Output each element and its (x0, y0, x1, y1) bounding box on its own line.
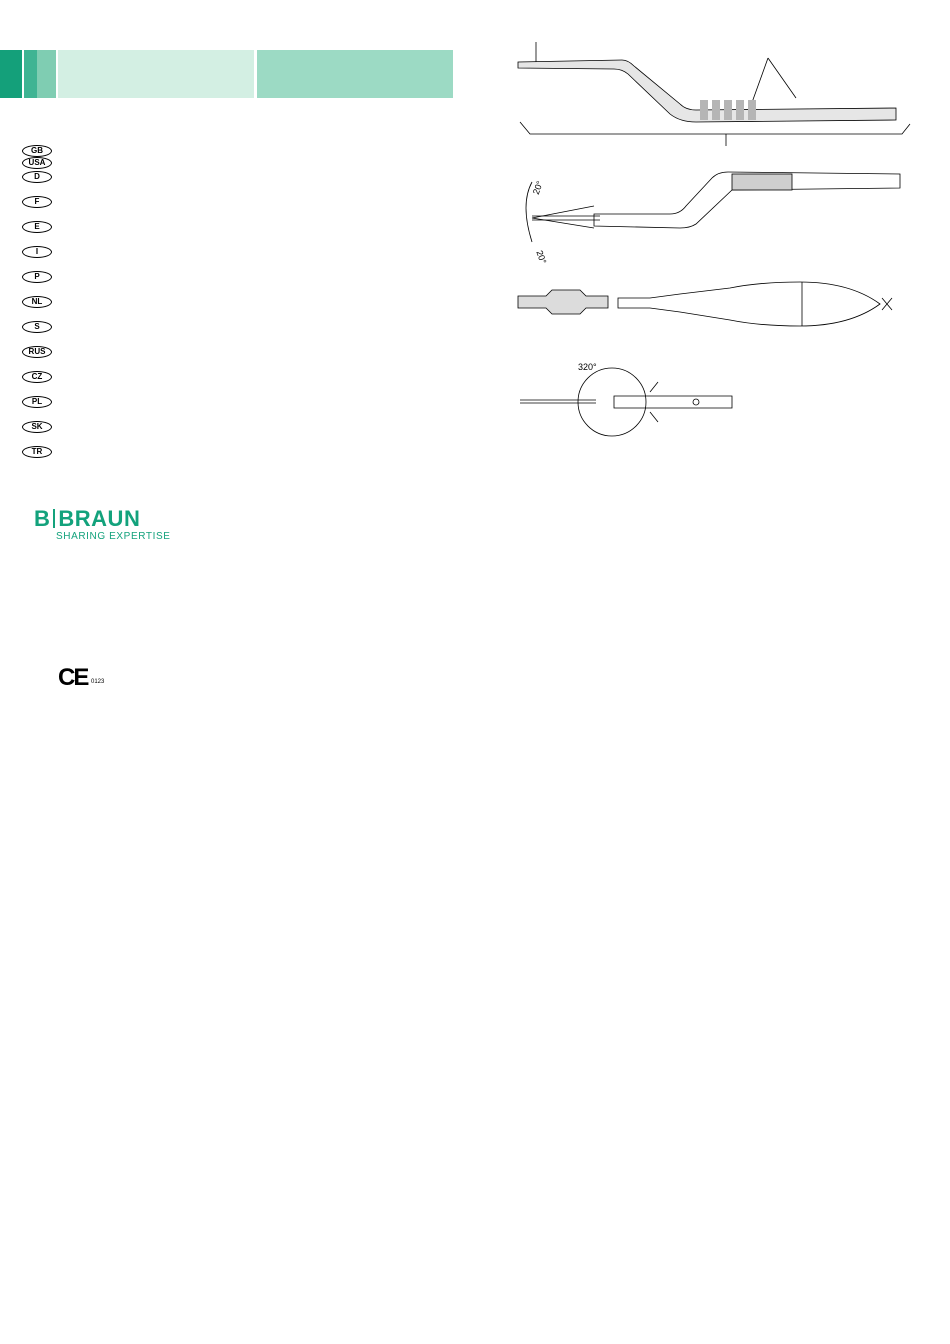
brand-tagline: SHARING EXPERTISE (56, 531, 171, 542)
grip-groove (748, 100, 756, 120)
pivot-mark (693, 399, 699, 405)
language-badge-e: E (22, 221, 52, 233)
instrument-side-view-figure (510, 40, 930, 150)
grip-area (732, 174, 792, 190)
ce-number: 0123 (91, 679, 105, 685)
rotation-arrow (650, 382, 658, 392)
language-badge-rus: RUS (22, 346, 52, 358)
language-badge-s: S (22, 321, 52, 333)
rotation-circle (578, 368, 646, 436)
band-segment-2 (24, 50, 37, 98)
band-segment-3 (37, 50, 56, 98)
instrument-outline (618, 282, 880, 326)
length-bracket (520, 122, 910, 134)
instrument-rotation-figure (510, 356, 770, 446)
grip-groove (712, 100, 720, 120)
grip-groove (724, 100, 732, 120)
cross-section-part (518, 290, 608, 314)
rotation-arrow (650, 412, 658, 422)
angle-line-lower (532, 218, 594, 228)
instrument-angle-figure (510, 160, 930, 270)
pointer-line-grip-2 (768, 58, 796, 98)
band-segment-1 (0, 50, 22, 98)
language-badge-pl: PL (22, 396, 52, 408)
language-badge-usa: USA (22, 157, 52, 169)
angle-label-lower: 20° (534, 248, 549, 266)
band-segment-5 (257, 50, 453, 98)
language-badge-sk: SK (22, 421, 52, 433)
language-badge-nl: NL (22, 296, 52, 308)
language-badge-cz: CZ (22, 371, 52, 383)
brand-logo: B BRAUN (34, 506, 141, 531)
language-badge-i: I (22, 246, 52, 258)
band-segment-4 (58, 50, 254, 98)
language-badge-tr: TR (22, 446, 52, 458)
language-badge-d: D (22, 171, 52, 183)
grip-groove (700, 100, 708, 120)
language-badge-f: F (22, 196, 52, 208)
language-badge-gb: GB (22, 145, 52, 157)
angle-label-upper: 20° (530, 179, 545, 196)
rotation-label: 320° (578, 362, 597, 372)
ce-mark: CE (58, 664, 88, 691)
instrument-top-view-figure (510, 276, 930, 332)
language-badge-p: P (22, 271, 52, 283)
instrument-outline (614, 396, 732, 408)
grip-groove (736, 100, 744, 120)
